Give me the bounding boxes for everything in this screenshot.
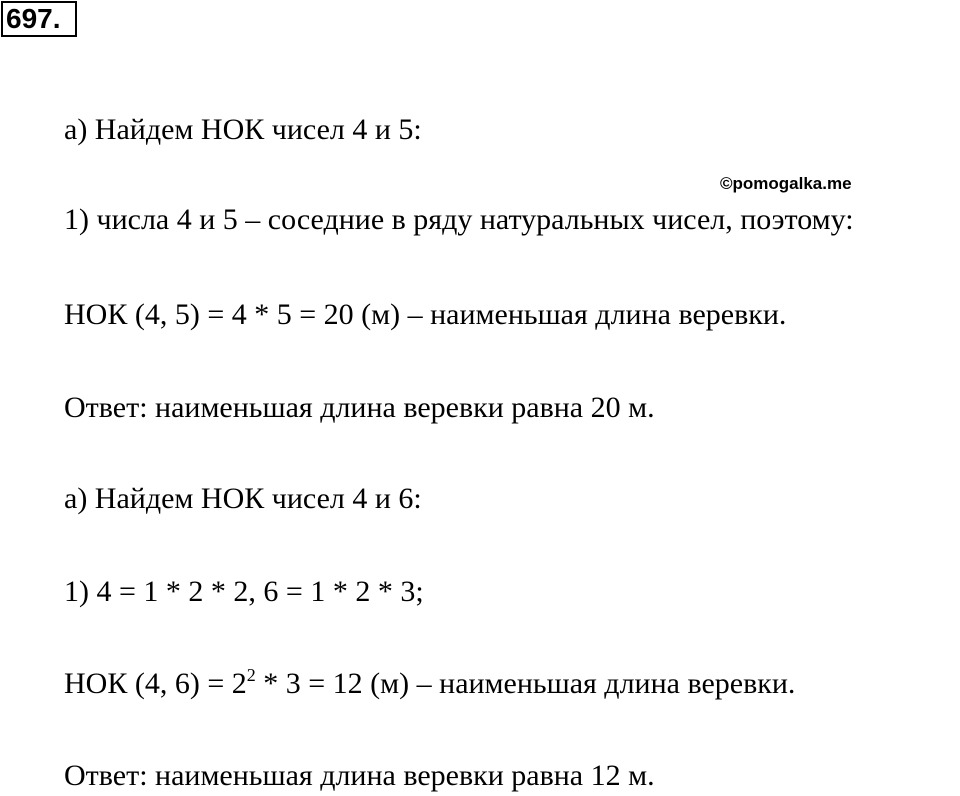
part-b-intro: а) Найдем НОК чисел 4 и 6: bbox=[64, 482, 422, 515]
lcm-b-prefix: НОК (4, 6) = 2 bbox=[64, 667, 247, 700]
lcm-a: НОК (4, 5) = 4 * 5 = 20 (м) – наименьшая длина веревки. bbox=[64, 298, 787, 331]
step1-a: 1) числа 4 и 5 – соседние в ряду натуральных чисел, поэтому: bbox=[64, 203, 854, 236]
lcm-b-suffix: * 3 = 12 (м) – наименьшая длина веревки. bbox=[255, 667, 796, 700]
watermark: ©pomogalka.me bbox=[720, 174, 852, 193]
lcm-b bbox=[64, 666, 795, 702]
part-a-intro: а) Найдем НОК чисел 4 и 5: bbox=[64, 113, 422, 146]
step1-b: 1) 4 = 1 * 2 * 2, 6 = 1 * 2 * 3; bbox=[64, 575, 424, 608]
answer-b: Ответ: наименьшая длина веревки равна 12 м. bbox=[64, 759, 655, 792]
problem-number: 697. bbox=[1, 1, 77, 37]
lcm-b-exponent: 2 bbox=[246, 665, 256, 685]
answer-a: Ответ: наименьшая длина веревки равна 20 м. bbox=[64, 391, 655, 424]
